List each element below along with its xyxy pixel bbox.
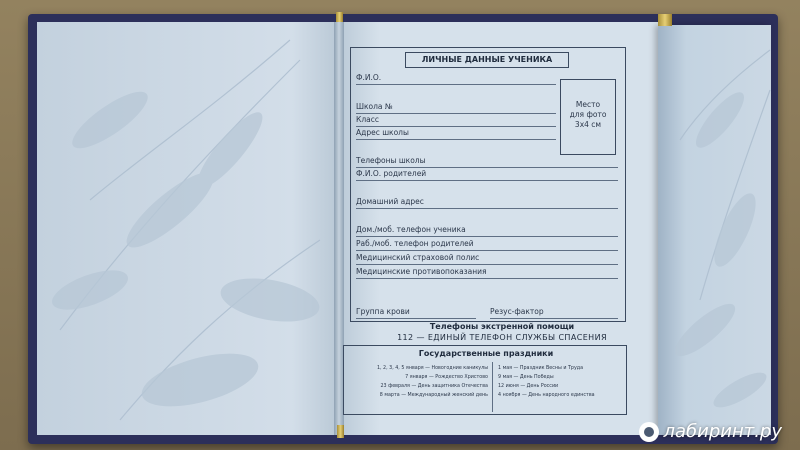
field-school-number: Школа № — [356, 101, 556, 114]
labirint-logo-icon — [639, 422, 659, 442]
photo-label-line1: Место — [575, 100, 601, 109]
photo-label-line3: 3х4 см — [574, 120, 602, 129]
field-fio: Ф.И.О. — [356, 72, 556, 85]
field-rh-factor: Резус-фактор — [490, 306, 618, 319]
holiday-item: 9 мая — День Победы — [498, 375, 554, 380]
emergency-title: Телефоны экстренной помощи — [429, 322, 575, 331]
leaf-shape — [706, 188, 763, 271]
field-parents-fio: Ф.И.О. родителей — [356, 168, 618, 181]
holiday-item: 1, 2, 3, 4, 5 января — Новогодние каникулы — [376, 366, 488, 371]
field-home-address: Домашний адрес — [356, 196, 618, 209]
leaf-shape — [217, 272, 322, 329]
holidays-right-column — [498, 364, 626, 400]
photo-label-line2: для фото — [569, 110, 607, 119]
leaf-shape — [668, 296, 742, 363]
bookmark-ribbon-corner — [658, 14, 672, 26]
bookmark-ribbon-top — [336, 12, 343, 22]
field-school-phones: Телефоны школы — [356, 155, 618, 168]
holiday-item: 23 февраля — День защитника Отечества — [380, 384, 488, 389]
field-parents-phone: Раб./моб. телефон родителей — [356, 238, 618, 251]
leaf-shape — [65, 83, 155, 158]
field-blood-group: Группа крови — [356, 306, 476, 319]
emergency-number: 112 — ЕДИНЫЙ ТЕЛЕФОН СЛУЖБЫ СПАСЕНИЯ — [397, 333, 607, 342]
field-student-phone: Дом./моб. телефон ученика — [356, 224, 618, 237]
leaf-shape — [689, 86, 751, 154]
photo-placeholder — [560, 79, 616, 155]
form-title: ЛИЧНЫЕ ДАННЫЕ УЧЕНИКА — [405, 52, 569, 68]
holidays-left-column — [346, 364, 488, 400]
holiday-item: 8 марта — Международный женский день — [379, 393, 488, 398]
field-contraindications: Медицинские противопоказания — [356, 266, 618, 279]
field-class: Класс — [356, 114, 556, 127]
watermark-text: лабиринт.ру — [663, 421, 782, 442]
bookmark-ribbon — [337, 425, 344, 438]
field-insurance: Медицинский страховой полис — [356, 252, 618, 265]
leaf-shape — [47, 262, 132, 318]
holidays-divider — [492, 362, 493, 412]
holiday-item: 1 мая — Праздник Весны и Труда — [498, 366, 584, 371]
holiday-item: 7 января — Рождество Христово — [405, 375, 488, 380]
leaf-shape — [189, 105, 271, 195]
holidays-title: Государственные праздники — [418, 349, 554, 358]
watermark — [639, 421, 782, 442]
leaf-shape — [709, 366, 771, 413]
leaf-shape — [136, 343, 263, 417]
field-school-address: Адрес школы — [356, 127, 556, 140]
holiday-item: 4 ноября — День народного единства — [498, 393, 595, 398]
holiday-item: 12 июня — День России — [498, 384, 559, 389]
